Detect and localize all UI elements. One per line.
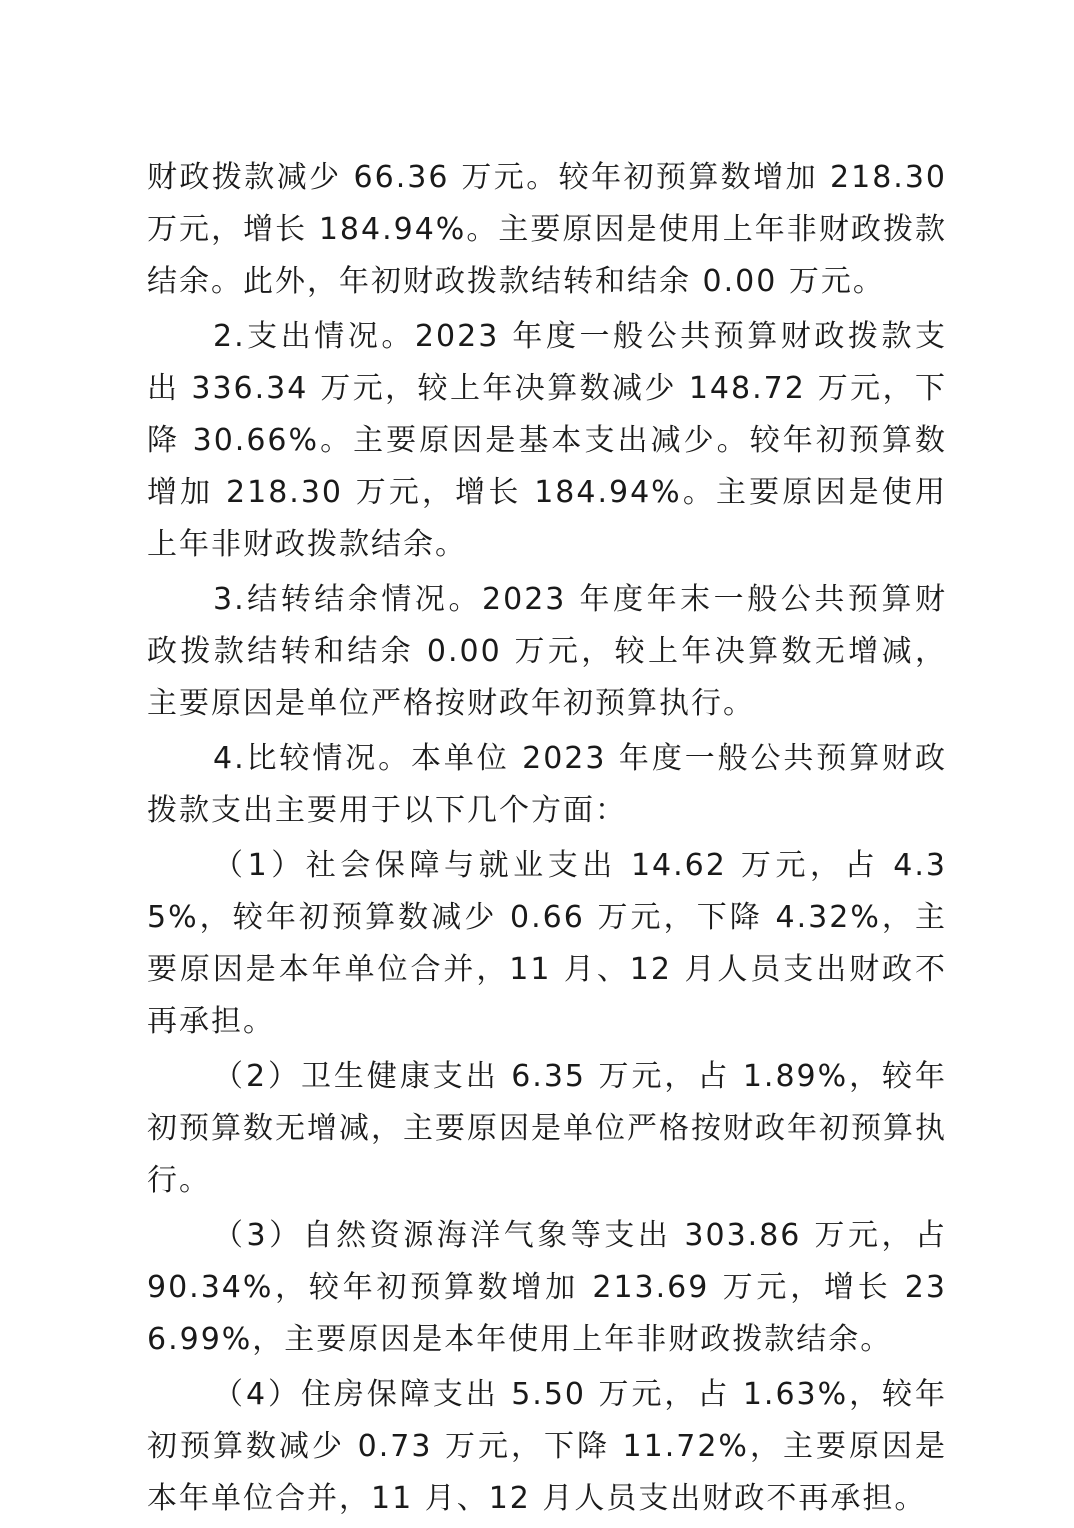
paragraph-comparison: 4.比较情况。本单位 2023 年度一般公共预算财政拨款支出主要用于以下几个方面： <box>147 741 947 828</box>
paragraph-carryover: 3.结转结余情况。2023 年度年末一般公共预算财政拨款结转和结余 0.00 万元，较上年决算数无增减，主要原因是单位严格按财政年初预算执行。 <box>147 582 947 721</box>
paragraph-expenditure: 2.支出情况。2023 年度一般公共预算财政拨款支出 336.34 万元，较上年决算数减少 148.72 万元，下降 30.66%。主要原因是基本支出减少。较年初预算数增加 218.30 万元，增长 184.94%。主要原因是使用上年非财政拨款结余。 <box>147 319 947 562</box>
paragraph-item-3-natural-resources: （3）自然资源海洋气象等支出 303.86 万元，占 90.34%，较年初预算数增加 213.69 万元，增长 236.99%，主要原因是本年使用上年非财政拨款结余。 <box>147 1218 947 1357</box>
paragraph-item-2-health: （2）卫生健康支出 6.35 万元，占 1.89%，较年初预算数无增减，主要原因是单位严格按财政年初预算执行。 <box>147 1059 947 1198</box>
document-body <box>147 152 947 1528</box>
paragraph-item-1-social-security: （1）社会保障与就业支出 14.62 万元，占 4.35%，较年初预算数减少 0.66 万元，下降 4.32%，主要原因是本年单位合并，11 月、12 月人员支出财政不再承担。 <box>147 848 947 1039</box>
paragraph-item-4-housing: （4）住房保障支出 5.50 万元，占 1.63%，较年初预算数减少 0.73 万元，下降 11.72%，主要原因是本年单位合并，11 月、12 月人员支出财政不再承担。 <box>147 1377 947 1516</box>
paragraph-continuation: 财政拨款减少 66.36 万元。较年初预算数增加 218.30 万元，增长 184.94%。主要原因是使用上年非财政拨款结余。此外，年初财政拨款结转和结余 0.00 万元。 <box>147 160 947 299</box>
